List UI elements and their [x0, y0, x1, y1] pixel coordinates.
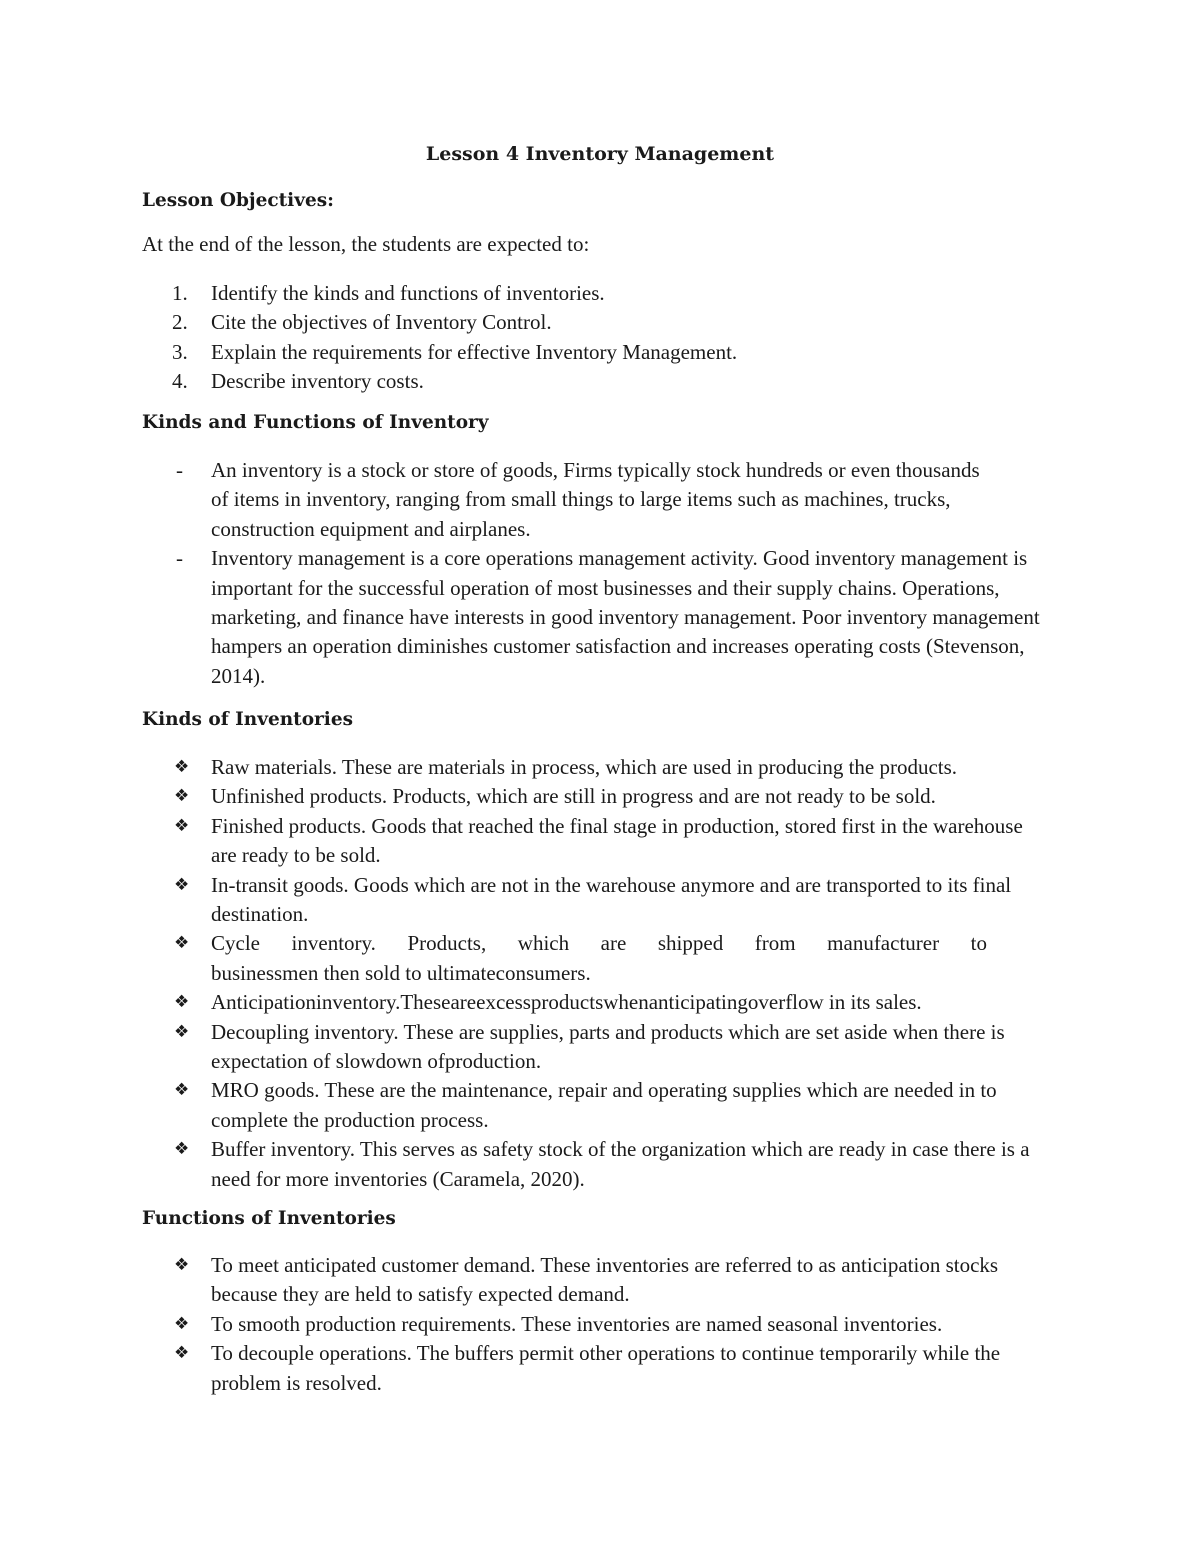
- diamond-bullet-icon: ❖: [174, 815, 190, 836]
- diamond-bullet-icon: ❖: [174, 1255, 190, 1275]
- list-item: [0, 456, 1200, 544]
- list-item: [0, 871, 1200, 930]
- list-item-text: Buffer inventory. This serves as safety stock of the organization which are ready in case there is a need for more inventories (Caramela, 2020).: [211, 1137, 1030, 1191]
- list-item-text: Explain the requirements for effective Inventory Management.: [211, 339, 738, 364]
- diamond-bullet-icon: ❖: [174, 757, 190, 777]
- list-item: [0, 988, 1200, 1017]
- list-number: 4.: [172, 369, 188, 394]
- list-item: [0, 1339, 1200, 1398]
- diamond-bullet-icon: ❖: [174, 1139, 190, 1160]
- diamond-bullet-icon: ❖: [174, 1313, 190, 1334]
- list-item: [0, 929, 1200, 988]
- list-item-text-line2: businessmen then sold to ultimateconsumers.: [211, 960, 591, 985]
- objectives-list: [0, 279, 1200, 397]
- diamond-bullet-icon: ❖: [174, 933, 190, 954]
- kinds-functions-heading: Kinds and Functions of Inventory: [142, 412, 489, 433]
- list-item: [0, 544, 1200, 691]
- list-item: [0, 1310, 1200, 1339]
- diamond-bullet-icon: ❖: [174, 874, 190, 895]
- list-item-text: In-transit goods. Goods which are not in the warehouse anymore and are transported to its final destination.: [211, 872, 1012, 927]
- functions-of-inventories-heading: Functions of Inventories: [142, 1208, 396, 1229]
- diamond-bullet-icon: ❖: [174, 786, 190, 807]
- list-item: [0, 812, 1200, 871]
- diamond-bullet-icon: ❖: [174, 1080, 190, 1101]
- list-item-text: Inventory management is a core operations management activity. Good inventory management is important for the successful operation of most businesses and their supply chains. Operations, marketing, and finance have interests in good inventory management. Poor inventory management hampers an operation diminishes customer satisfaction and increases operating costs (Stevenson, 2014).: [211, 546, 1040, 688]
- list-item: [0, 308, 1200, 337]
- list-item: [0, 1018, 1200, 1077]
- functions-of-inventories-list: [0, 1251, 1200, 1398]
- list-item-text: Finished products. Goods that reached the final stage in production, stored first in the warehouse are ready to be sold.: [211, 813, 1023, 868]
- list-item-text: To smooth production requirements. These inventories are named seasonal inventories.: [211, 1311, 943, 1336]
- list-item: [0, 782, 1200, 811]
- list-item-text: To decouple operations. The buffers permit other operations to continue temporarily while the problem is resolved.: [211, 1341, 1001, 1395]
- list-number: 2.: [172, 310, 188, 335]
- list-item-text: Decoupling inventory. These are supplies, parts and products which are set aside when there is expectation of slowdown ofproduction.: [211, 1019, 1005, 1074]
- list-item-text: MRO goods. These are the maintenance, repair and operating supplies which are needed in to complete the production process.: [211, 1078, 997, 1132]
- list-item-text: Anticipationinventory.Theseareexcessproductswhenanticipatingoverflow in its sales.: [211, 990, 922, 1015]
- list-number: 3.: [172, 339, 188, 364]
- list-number: 1.: [172, 281, 188, 305]
- list-item: [0, 753, 1200, 782]
- list-item: [0, 1251, 1200, 1310]
- list-item-text-line1: Cycle inventory. Products, which are shipped from manufacturer to: [211, 931, 987, 956]
- diamond-bullet-icon: ❖: [174, 992, 190, 1013]
- objectives-intro: At the end of the lesson, the students are expected to:: [142, 232, 590, 256]
- list-item: [0, 1135, 1200, 1194]
- list-item-text: Identify the kinds and functions of inventories.: [211, 281, 605, 305]
- kinds-of-inventories-list: [0, 753, 1200, 1194]
- diamond-bullet-icon: ❖: [174, 1343, 190, 1364]
- list-item: [0, 279, 1200, 308]
- kinds-of-inventories-heading: Kinds of Inventories: [142, 709, 354, 730]
- list-item-text: An inventory is a stock or store of goods, Firms typically stock hundreds or even thousands of items in inventory, ranging from small things to large items such as machines, trucks, construction equipment and airplanes.: [211, 458, 980, 541]
- kinds-functions-list: [0, 456, 1200, 691]
- list-item-text: Raw materials. These are materials in process, which are used in producing the products.: [211, 755, 958, 779]
- list-item: [0, 338, 1200, 367]
- dash-bullet: -: [176, 458, 183, 482]
- list-item-text: Describe inventory costs.: [211, 369, 424, 394]
- diamond-bullet-icon: ❖: [174, 1021, 190, 1042]
- list-item-text: Unfinished products. Products, which are still in progress and are not ready to be sold.: [211, 784, 936, 809]
- dash-bullet: -: [176, 546, 183, 571]
- list-item-text: Cite the objectives of Inventory Control.: [211, 310, 552, 335]
- list-item: [0, 367, 1200, 396]
- objectives-heading: Lesson Objectives:: [142, 190, 334, 211]
- list-item-text: To meet anticipated customer demand. These inventories are referred to as anticipation stocks because they are held to satisfy expected demand.: [211, 1253, 999, 1307]
- list-item: [0, 1076, 1200, 1135]
- document-title: Lesson 4 Inventory Management: [425, 143, 775, 165]
